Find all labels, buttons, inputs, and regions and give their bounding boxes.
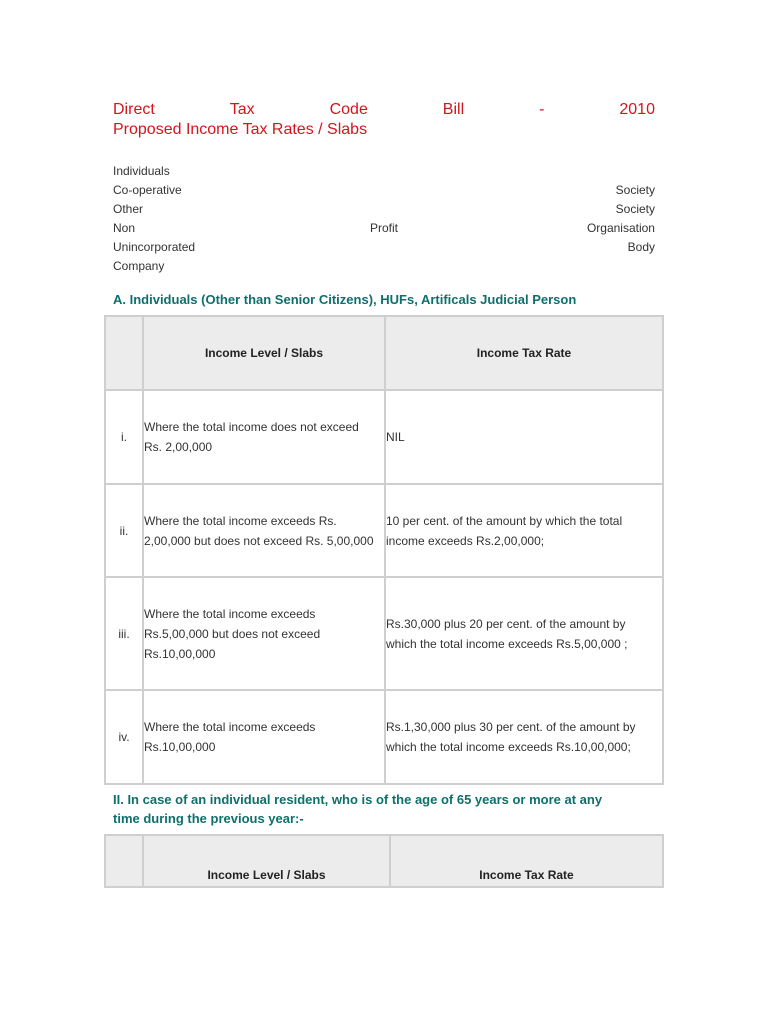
row-number: iv. <box>105 690 143 784</box>
title-word: Code <box>329 101 368 118</box>
document-title <box>113 100 655 120</box>
category-row <box>113 200 655 219</box>
category-label: Other <box>113 202 144 216</box>
category-label: Profit <box>369 221 398 235</box>
slab-line: Where the total income exceeds Rs. <box>144 513 337 528</box>
slab-line: Rs. 2,00,000 <box>144 440 213 454</box>
category-row <box>113 257 655 276</box>
header-cell-slab: Income Level / Slabs <box>143 835 390 887</box>
header-cell-rate: Income Tax Rate <box>390 835 663 887</box>
rate-line: income exceeds Rs.2,00,000; <box>386 533 545 548</box>
slab-line: Where the total income does not exceed <box>144 420 359 434</box>
table-row <box>105 690 663 784</box>
slab-line: Where the total income exceeds <box>144 720 316 734</box>
rate-line: Rs.30,000 plus 20 per cent. of the amount by <box>386 616 626 631</box>
slab-line: 2,00,000 but does not exceed Rs. 5,00,000 <box>144 533 374 548</box>
section-b-heading-line: II. In case of an individual resident, who is of the age of 65 years or more at any <box>113 792 603 807</box>
row-number: ii. <box>105 484 143 577</box>
category-label: Unincorporated <box>113 240 196 254</box>
category-label: Co-operative <box>113 183 182 197</box>
rate-cell <box>385 390 663 484</box>
section-b-heading <box>113 790 658 828</box>
header-cell-slab: Income Level / Slabs <box>143 316 385 390</box>
title-word: Bill <box>442 101 465 118</box>
category-row <box>113 181 655 200</box>
slab-cell <box>143 690 385 784</box>
section-b-heading-line: time during the previous year:- <box>113 811 304 826</box>
header-cell-num <box>105 316 143 390</box>
row-number: iii. <box>105 577 143 690</box>
header-cell-num <box>105 835 143 887</box>
category-row <box>113 219 655 238</box>
rate-cell <box>385 484 663 577</box>
rate-cell <box>385 577 663 690</box>
slab-line: Rs.5,00,000 but does not exceed <box>144 626 321 641</box>
title-word: 2010 <box>619 101 655 118</box>
document-header <box>113 100 655 276</box>
table-header-row <box>105 835 663 887</box>
table-header-row <box>105 316 663 390</box>
category-label: Organisation <box>586 221 655 235</box>
category-row <box>113 238 655 257</box>
category-label: Company <box>113 259 165 273</box>
document-subtitle: Proposed Income Tax Rates / Slabs <box>113 121 368 138</box>
rate-line: which the total income exceeds Rs.5,00,000 ; <box>386 636 628 651</box>
rate-line: NIL <box>386 430 405 444</box>
category-label: Body <box>627 240 655 254</box>
slab-line: Rs.10,00,000 <box>144 740 216 754</box>
category-label: Society <box>615 183 655 197</box>
slab-cell <box>143 390 385 484</box>
slab-line: Rs.10,00,000 <box>144 646 216 661</box>
table-row <box>105 484 663 577</box>
tax-slab-table-b <box>104 834 664 888</box>
rate-line: Rs.1,30,000 plus 30 per cent. of the amount by <box>386 720 636 734</box>
tax-slab-table-a <box>104 315 664 785</box>
title-word: Tax <box>229 101 255 118</box>
header-cell-rate: Income Tax Rate <box>385 316 663 390</box>
slab-cell <box>143 577 385 690</box>
slab-line: Where the total income exceeds <box>144 606 316 621</box>
slab-cell <box>143 484 385 577</box>
rate-cell <box>385 690 663 784</box>
category-label: Individuals <box>113 164 170 178</box>
category-row <box>113 162 655 181</box>
title-word: Direct <box>113 101 155 118</box>
title-word: - <box>539 101 545 118</box>
category-label: Society <box>615 202 655 216</box>
table-row <box>105 577 663 690</box>
category-label: Non <box>113 221 136 235</box>
rate-line: which the total income exceeds Rs.10,00,000; <box>386 740 631 754</box>
row-number: i. <box>105 390 143 484</box>
table-row <box>105 390 663 484</box>
rate-line: 10 per cent. of the amount by which the total <box>386 513 623 528</box>
section-a-heading: A. Individuals (Other than Senior Citizens), HUFs, Artificals Judicial Person <box>113 292 577 307</box>
taxpayer-categories <box>113 162 655 276</box>
